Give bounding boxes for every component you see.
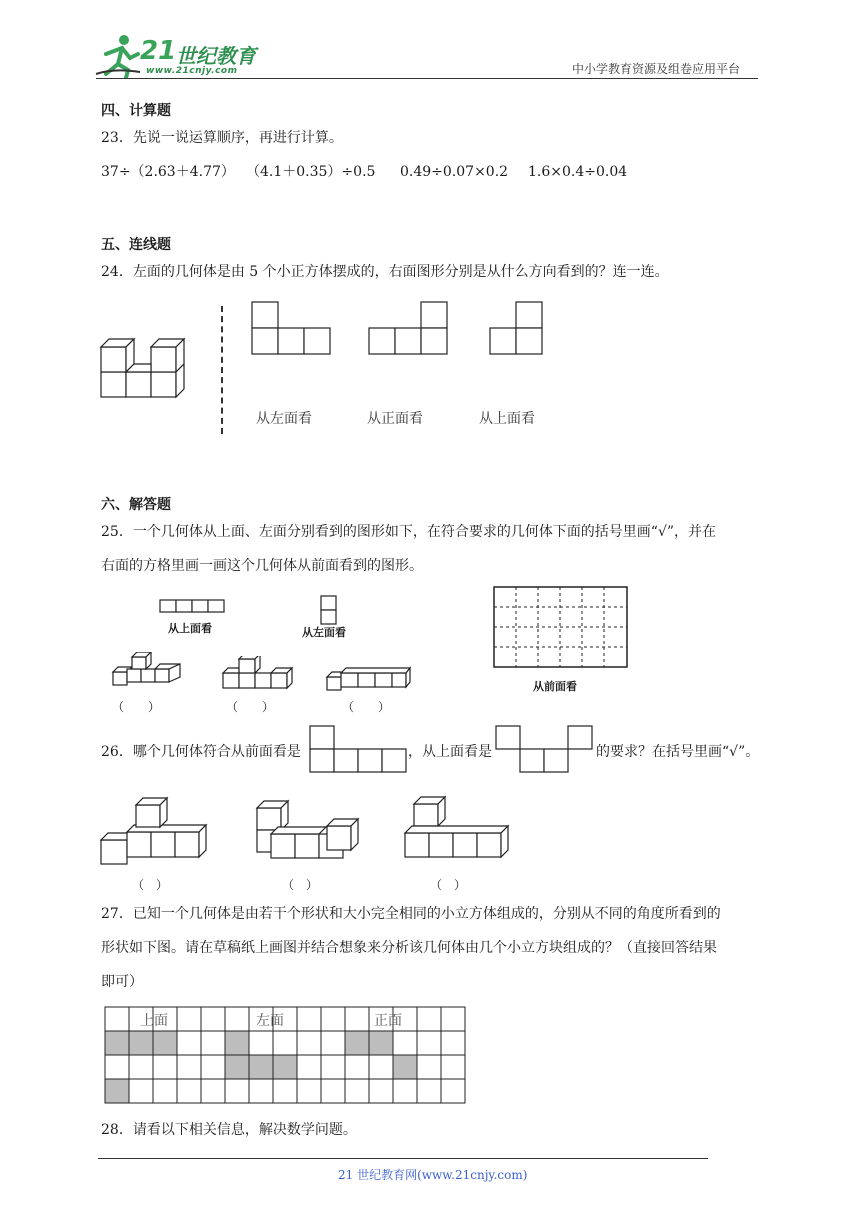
expression-4: 1.6×0.4÷0.04	[528, 164, 628, 180]
grid-cell	[441, 1055, 465, 1079]
grid-cell	[129, 1055, 153, 1079]
section-title: 四、计算题	[101, 103, 171, 119]
answer-paren-c[interactable]: （ ）	[430, 878, 467, 892]
platform-name: 中小学教育资源及组卷应用平台	[572, 62, 741, 76]
grid-cell	[345, 1079, 369, 1103]
grid-cell	[273, 1079, 297, 1103]
grid-label-left: 左面	[256, 1013, 284, 1029]
top-view-label: 从上面看	[168, 622, 212, 635]
grid-cell	[417, 1007, 441, 1031]
grid-cell	[201, 1079, 225, 1103]
grid-cell-shaded	[345, 1031, 369, 1055]
grid-cell	[417, 1031, 441, 1055]
logo-url: www.21cnjy.com	[146, 66, 238, 76]
grid-cell	[225, 1079, 249, 1103]
view-figure-2	[367, 300, 451, 358]
grid-cell	[105, 1055, 129, 1079]
grid-cell	[393, 1079, 417, 1103]
grid-cell	[297, 1079, 321, 1103]
grid-cell	[321, 1007, 345, 1031]
q26-solid-a	[98, 792, 212, 868]
grid-cell	[249, 1079, 273, 1103]
answer-paren-b[interactable]: （ ）	[282, 878, 319, 892]
grid-cell	[345, 1055, 369, 1079]
view-label-left: 从左面看	[256, 411, 312, 427]
grid-cell	[321, 1031, 345, 1055]
dashed-divider	[221, 306, 223, 434]
left-view-label: 从左面看	[302, 626, 346, 639]
grid-cell-shaded	[129, 1031, 153, 1055]
grid-cell	[297, 1007, 321, 1031]
front-view-drawing-grid[interactable]	[493, 586, 629, 670]
grid-cell	[297, 1031, 321, 1055]
question-text: 形状如下图。请在草稿纸上画图并结合想象来分析该几何体由几个小立方块组成的？（直接回答结果	[101, 940, 717, 956]
candidate-solid-c	[324, 666, 414, 694]
view-label-front: 从正面看	[367, 411, 423, 427]
runner-logo-icon	[94, 34, 142, 78]
grid-cell	[249, 1031, 273, 1055]
grid-cell	[393, 1031, 417, 1055]
question-text: 24．左面的几何体是由 5 个小正方体摆成的，右面图形分别是从什么方向看到的？连一连。	[101, 264, 669, 280]
grid-cell	[225, 1007, 249, 1031]
grid-label-top: 上面	[140, 1013, 168, 1029]
grid-cell-shaded	[393, 1055, 417, 1079]
grid-cell-shaded	[225, 1055, 249, 1079]
view-figure-3	[488, 300, 548, 358]
question-text: 右面的方格里画一画这个几何体从前面看到的图形。	[101, 558, 423, 574]
cube-solid-figure	[96, 334, 200, 404]
grid-cell-shaded	[273, 1055, 297, 1079]
grid-cell	[105, 1007, 129, 1031]
grid-cell	[273, 1031, 297, 1055]
question-text: 的要求？在括号里画“√”。	[596, 744, 760, 760]
q26-solid-c	[402, 792, 518, 862]
grid-cell	[369, 1055, 393, 1079]
grid-cell	[153, 1079, 177, 1103]
grid-label-front: 正面	[374, 1013, 402, 1029]
answer-paren-2[interactable]: （ ）	[226, 700, 275, 714]
grid-cell-shaded	[105, 1079, 129, 1103]
candidate-solid-b	[220, 656, 296, 692]
grid-cell	[417, 1079, 441, 1103]
front-view-label: 从前面看	[533, 680, 577, 693]
left-view-strip	[318, 594, 340, 628]
question-text: 27．已知一个几何体是由若干个形状和大小完全相同的小立方体组成的，分别从不同的角度所看到的	[101, 906, 721, 922]
section-title: 五、连线题	[101, 237, 171, 253]
logo-text: 世纪教育	[176, 44, 256, 68]
grid-cell	[297, 1055, 321, 1079]
view-figure-1	[250, 300, 334, 358]
top-view-inline-figure	[494, 724, 596, 774]
question-text: 即可）	[101, 974, 143, 990]
grid-cell	[129, 1079, 153, 1103]
top-view-strip	[158, 598, 228, 614]
grid-cell-shaded	[105, 1031, 129, 1055]
front-view-inline-figure	[308, 724, 408, 774]
grid-cell	[177, 1055, 201, 1079]
grid-cell	[177, 1079, 201, 1103]
grid-cell	[345, 1007, 369, 1031]
grid-cell-shaded	[369, 1031, 393, 1055]
grid-cell	[321, 1079, 345, 1103]
answer-paren-1[interactable]: （ ）	[112, 700, 161, 714]
grid-cell	[201, 1055, 225, 1079]
answer-paren-3[interactable]: （ ）	[342, 700, 391, 714]
question-text: 25．一个几何体从上面、左面分别看到的图形如下，在符合要求的几何体下面的括号里画“√”，并在	[101, 524, 717, 540]
expression-2: （4.1＋0.35）÷0.5	[246, 164, 376, 180]
answer-paren-a[interactable]: （ ）	[132, 878, 169, 892]
grid-cell	[321, 1055, 345, 1079]
question-text: 23．先说一说运算顺序，再进行计算。	[101, 130, 343, 146]
question-text: ，从上面看是	[408, 744, 492, 760]
grid-cell	[201, 1031, 225, 1055]
grid-cell	[177, 1007, 201, 1031]
grid-cell-shaded	[225, 1031, 249, 1055]
grid-cell	[177, 1031, 201, 1055]
section-title: 六、解答题	[101, 497, 171, 513]
grid-cell	[441, 1031, 465, 1055]
question-text: 28．请看以下相关信息，解决数学问题。	[101, 1122, 357, 1138]
expression-1: 37÷（2.63＋4.77）	[101, 164, 235, 180]
header	[0, 0, 860, 90]
grid-cell	[441, 1079, 465, 1103]
logo-number: 21	[140, 36, 177, 66]
candidate-solid-a	[110, 652, 186, 688]
grid-cell-shaded	[249, 1055, 273, 1079]
footer-text: 21 世纪教育网(www.21cnjy.com)	[338, 1168, 528, 1182]
grid-cell	[417, 1055, 441, 1079]
view-label-top: 从上面看	[479, 411, 535, 427]
grid-cell	[153, 1055, 177, 1079]
grid-cell	[201, 1007, 225, 1031]
grid-cell	[441, 1007, 465, 1031]
grid-cell-shaded	[153, 1031, 177, 1055]
expression-3: 0.49÷0.07×0.2	[400, 164, 509, 180]
q26-solid-b	[254, 792, 362, 862]
footer-rule	[98, 1158, 708, 1159]
question-text: 26．哪个几何体符合从前面看是	[101, 744, 301, 760]
header-rule	[96, 78, 758, 79]
grid-cell	[369, 1079, 393, 1103]
